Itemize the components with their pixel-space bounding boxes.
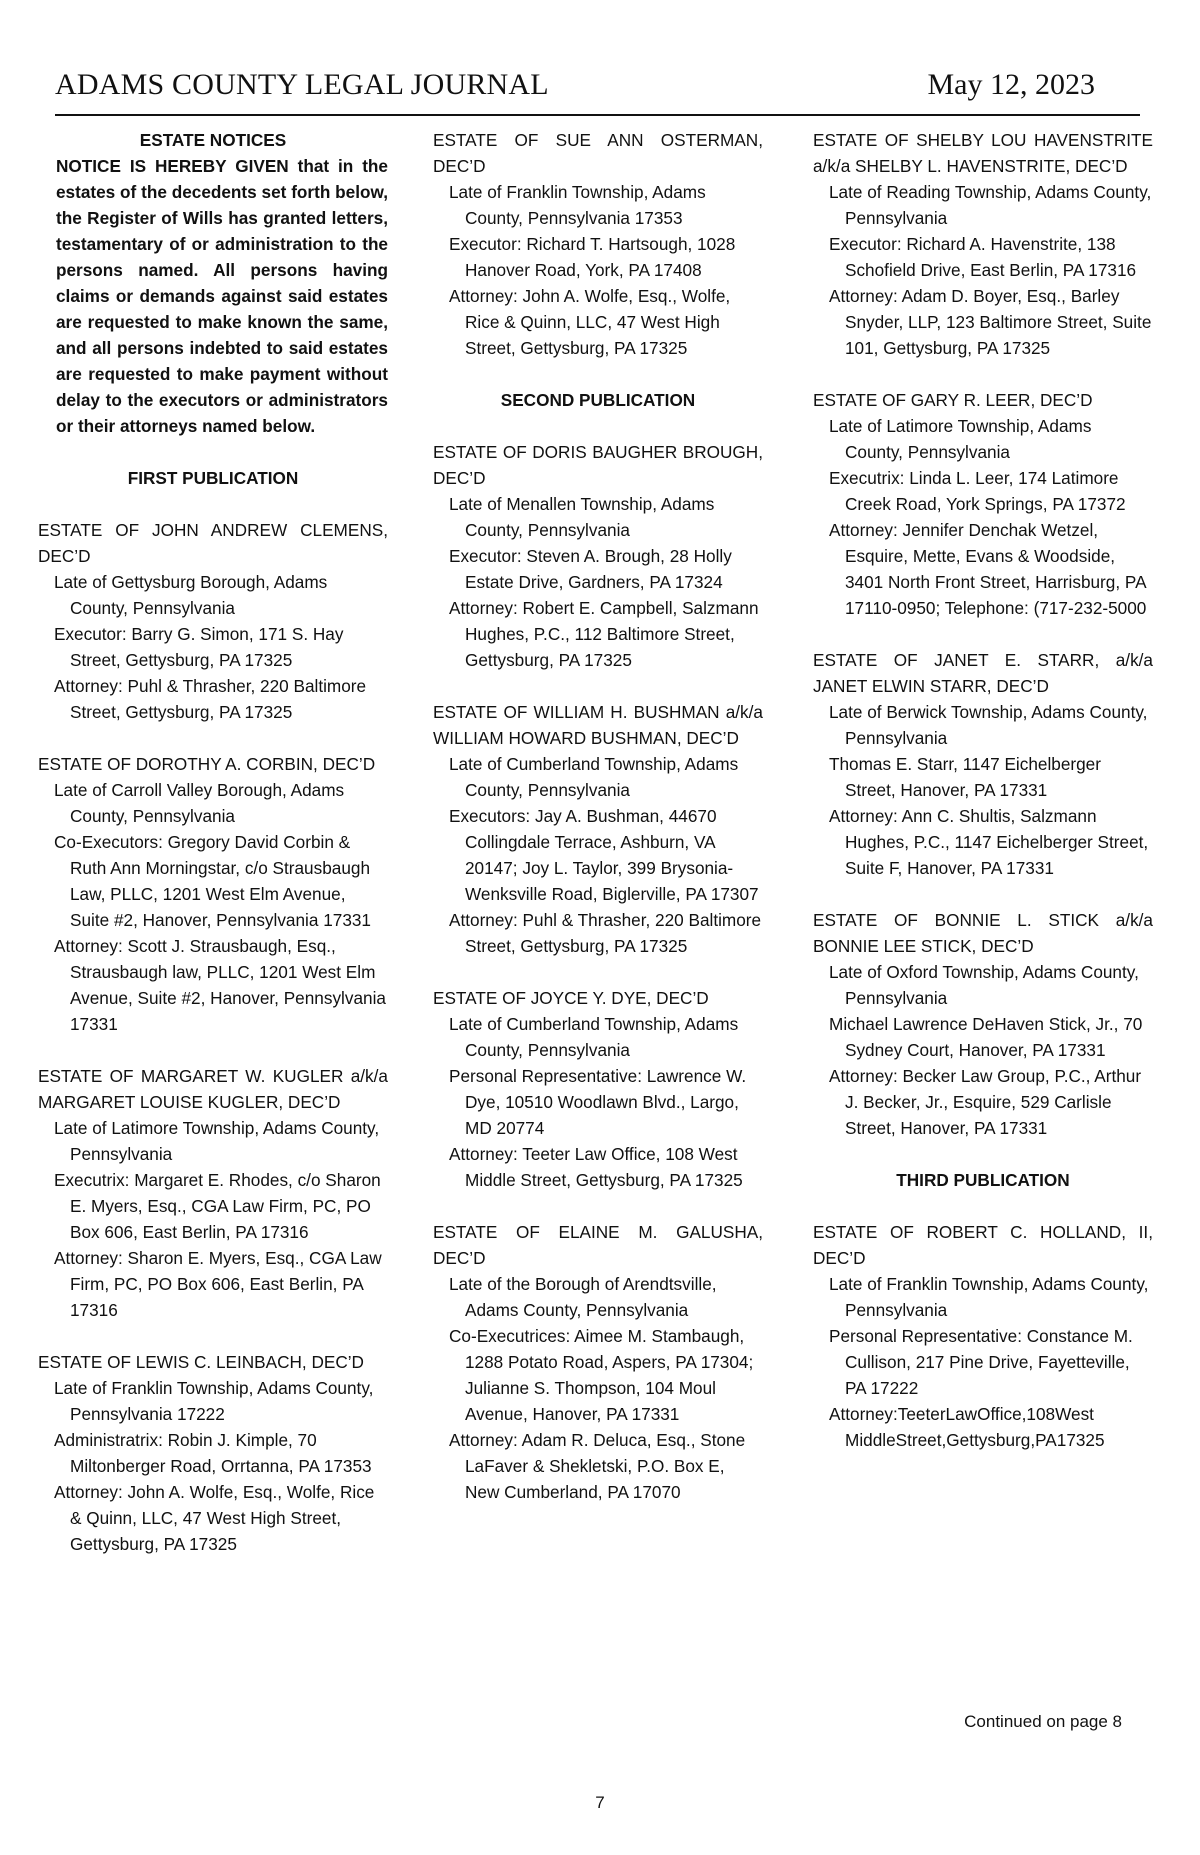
issue-date: May 12, 2023 — [927, 68, 1095, 101]
estate-notice — [38, 751, 388, 1037]
notice-intro — [56, 153, 388, 439]
notices-heading: ESTATE NOTICES — [139, 130, 287, 150]
masthead — [55, 68, 1140, 116]
estate-attorney: Attorney: Ann C. Shultis, Salzmann Hughes, P.C., 1147 Eichelberger Street, Suite F, Hanover, PA 17331 — [829, 806, 1149, 878]
estate-attorney: Attorney: John A. Wolfe, Esq., Wolfe, Rice & Quinn, LLC, 47 West High Street, Gettysburg, PA 17325 — [449, 286, 731, 358]
estate-notice — [433, 439, 763, 673]
estate-residence: Late of Cumberland Township, Adams County, Pennsylvania — [449, 754, 739, 800]
estate-name: ESTATE OF SUE ANN OSTERMAN, DEC’D — [433, 130, 763, 176]
estate-notice — [433, 1219, 763, 1505]
estate-residence: Late of Franklin Township, Adams County, Pennsylvania — [829, 1274, 1149, 1320]
estate-residence: Late of Cumberland Township, Adams County, Pennsylvania — [449, 1014, 739, 1060]
estate-name: ESTATE OF BONNIE L. STICK a/k/a BONNIE LEE STICK, DEC’D — [813, 910, 1153, 956]
section-third-publication: THIRD PUBLICATION — [896, 1170, 1070, 1190]
estate-representative: Thomas E. Starr, 1147 Eichelberger Street, Hanover, PA 17331 — [829, 754, 1101, 800]
estate-notice — [433, 699, 763, 959]
estate-residence: Late of the Borough of Arendtsville, Adams County, Pennsylvania — [449, 1274, 717, 1320]
estate-residence: Late of Gettysburg Borough, Adams County, Pennsylvania — [54, 572, 328, 618]
estate-residence: Late of Berwick Township, Adams County, Pennsylvania — [829, 702, 1148, 748]
estate-residence: Late of Latimore Township, Adams County, Pennsylvania — [829, 416, 1092, 462]
estate-notice — [38, 1349, 388, 1557]
estate-residence: Late of Menallen Township, Adams County, Pennsylvania — [449, 494, 715, 540]
estate-representative: Executrix: Margaret E. Rhodes, c/o Sharon E. Myers, Esq., CGA Law Firm, PC, PO Box 606, East Berlin, PA 17316 — [54, 1170, 381, 1242]
estate-residence: Late of Franklin Township, Adams County, Pennsylvania 17222 — [54, 1378, 374, 1424]
estate-notice — [813, 907, 1153, 1141]
estate-notice — [433, 985, 763, 1193]
column-1 — [38, 127, 388, 1583]
estate-name: ESTATE OF GARY R. LEER, DEC’D — [813, 390, 1093, 410]
estate-name: ESTATE OF JOHN ANDREW CLEMENS, DEC’D — [38, 520, 388, 566]
estate-attorney: Attorney: Puhl & Thrasher, 220 Baltimore Street, Gettysburg, PA 17325 — [449, 910, 762, 956]
estate-notice — [813, 1219, 1153, 1453]
estate-representative: Personal Representative: Lawrence W. Dye, 10510 Woodlawn Blvd., Largo, MD 20774 — [449, 1066, 747, 1138]
continued-note: Continued on page 8 — [964, 1712, 1122, 1731]
estate-name: ESTATE OF ELAINE M. GALUSHA, DEC’D — [433, 1222, 763, 1268]
estate-attorney: Attorney: Robert E. Campbell, Salzmann Hughes, P.C., 112 Baltimore Street, Gettysburg, PA 17325 — [449, 598, 759, 670]
estate-representative: Executor: Steven A. Brough, 28 Holly Estate Drive, Gardners, PA 17324 — [449, 546, 732, 592]
estate-attorney: Attorney: Jennifer Denchak Wetzel, Esquire, Mette, Evans & Woodside, 3401 North Front Street, Harrisburg, PA 17110-0950; Telephone: (717-232-5000 — [829, 520, 1147, 618]
estate-attorney: Attorney: Adam D. Boyer, Esq., Barley Snyder, LLP, 123 Baltimore Street, Suite 101, Gettysburg, PA 17325 — [829, 286, 1152, 358]
estate-notice — [38, 1063, 388, 1323]
estate-name: ESTATE OF SHELBY LOU HAVENSTRITE a/k/a SHELBY L. HAVENSTRITE, DEC’D — [813, 130, 1153, 176]
estate-attorney: Attorney: Puhl & Thrasher, 220 Baltimore Street, Gettysburg, PA 17325 — [54, 676, 367, 722]
estate-name: ESTATE OF WILLIAM H. BUSHMAN a/k/a WILLIAM HOWARD BUSHMAN, DEC’D — [433, 702, 763, 748]
estate-representative: Michael Lawrence DeHaven Stick, Jr., 70 Sydney Court, Hanover, PA 17331 — [829, 1014, 1143, 1060]
estate-notice — [813, 127, 1153, 361]
estate-name: ESTATE OF MARGARET W. KUGLER a/k/a MARGARET LOUISE KUGLER, DEC’D — [38, 1066, 388, 1112]
estate-representative: Administratrix: Robin J. Kimple, 70 Miltonberger Road, Orrtanna, PA 17353 — [54, 1430, 372, 1476]
estate-notice — [38, 517, 388, 725]
estate-notice — [433, 127, 763, 361]
estate-attorney: Attorney: Scott J. Strausbaugh, Esq., Strausbaugh law, PLLC, 1201 West Elm Avenue, Suite #2, Hanover, Pennsylvania 17331 — [54, 936, 386, 1034]
estate-representative: Executrix: Linda L. Leer, 174 Latimore Creek Road, York Springs, PA 17372 — [829, 468, 1126, 514]
estate-representative: Personal Representative: Constance M. Cullison, 217 Pine Drive, Fayetteville, PA 17222 — [829, 1326, 1133, 1398]
estate-attorney: Attorney: Teeter Law Office, 108 West Middle Street, Gettysburg, PA 17325 — [449, 1144, 743, 1190]
estate-attorney: Attorney:TeeterLawOffice,108West MiddleStreet,Gettysburg,PA17325 — [829, 1404, 1105, 1450]
estate-residence: Late of Latimore Township, Adams County, Pennsylvania — [54, 1118, 380, 1164]
notice-body: that in the estates of the decedents set forth below, the Register of Wills has granted letters, testamentary of or administration to the persons named. All persons having claims or demands against said estates are requested to make known the same, and all persons indebted to said estates are requested to make payment without delay to the executors or administrators or their attorneys named below. — [56, 156, 388, 436]
estate-representative: Co-Executors: Gregory David Corbin & Ruth Ann Morningstar, c/o Strausbaugh Law, PLLC, 1201 West Elm Avenue, Suite #2, Hanover, Pennsylvania 17331 — [54, 832, 371, 930]
estate-representative: Executor: Richard A. Havenstrite, 138 Schofield Drive, East Berlin, PA 17316 — [829, 234, 1137, 280]
estate-name: ESTATE OF LEWIS C. LEINBACH, DEC’D — [38, 1352, 364, 1372]
estate-representative: Executors: Jay A. Bushman, 44670 Collingdale Terrace, Ashburn, VA 20147; Joy L. Taylor, 399 Brysonia-Wenksville Road, Biglerville, PA 17307 — [449, 806, 759, 904]
estate-name: ESTATE OF ROBERT C. HOLLAND, II, DEC’D — [813, 1222, 1153, 1268]
estate-attorney: Attorney: Adam R. Deluca, Esq., Stone LaFaver & Shekletski, P.O. Box E, New Cumberland, PA 17070 — [449, 1430, 746, 1502]
estate-residence: Late of Oxford Township, Adams County, Pennsylvania — [829, 962, 1139, 1008]
estate-representative: Executor: Barry G. Simon, 171 S. Hay Street, Gettysburg, PA 17325 — [54, 624, 344, 670]
estate-notice — [813, 647, 1153, 881]
estate-attorney: Attorney: Becker Law Group, P.C., Arthur J. Becker, Jr., Esquire, 529 Carlisle Street, Hanover, PA 17331 — [829, 1066, 1142, 1138]
estate-attorney: Attorney: John A. Wolfe, Esq., Wolfe, Rice & Quinn, LLC, 47 West High Street, Gettysburg, PA 17325 — [54, 1482, 375, 1554]
column-2 — [433, 127, 763, 1531]
section-second-publication: SECOND PUBLICATION — [500, 390, 696, 410]
estate-representative: Co-Executrices: Aimee M. Stambaugh, 1288 Potato Road, Aspers, PA 17304; Julianne S. Thompson, 104 Moul Avenue, Hanover, PA 17331 — [449, 1326, 754, 1424]
journal-title: ADAMS COUNTY LEGAL JOURNAL — [55, 68, 549, 101]
notice-lead: NOTICE IS HEREBY GIVEN — [56, 156, 289, 176]
estate-residence: Late of Franklin Township, Adams County, Pennsylvania 17353 — [449, 182, 706, 228]
estate-residence: Late of Carroll Valley Borough, Adams County, Pennsylvania — [54, 780, 345, 826]
estate-residence: Late of Reading Township, Adams County, Pennsylvania — [829, 182, 1152, 228]
section-first-publication: FIRST PUBLICATION — [127, 468, 299, 488]
estate-name: ESTATE OF DORIS BAUGHER BROUGH, DEC’D — [433, 442, 763, 488]
estate-name: ESTATE OF JANET E. STARR, a/k/a JANET ELWIN STARR, DEC’D — [813, 650, 1153, 696]
estate-name: ESTATE OF DOROTHY A. CORBIN, DEC’D — [38, 754, 376, 774]
estate-name: ESTATE OF JOYCE Y. DYE, DEC’D — [433, 988, 709, 1008]
estate-attorney: Attorney: Sharon E. Myers, Esq., CGA Law Firm, PC, PO Box 606, East Berlin, PA 17316 — [54, 1248, 382, 1320]
column-3 — [813, 127, 1153, 1479]
page-number: 7 — [595, 1793, 605, 1812]
estate-representative: Executor: Richard T. Hartsough, 1028 Hanover Road, York, PA 17408 — [449, 234, 736, 280]
estate-notice — [813, 387, 1153, 621]
